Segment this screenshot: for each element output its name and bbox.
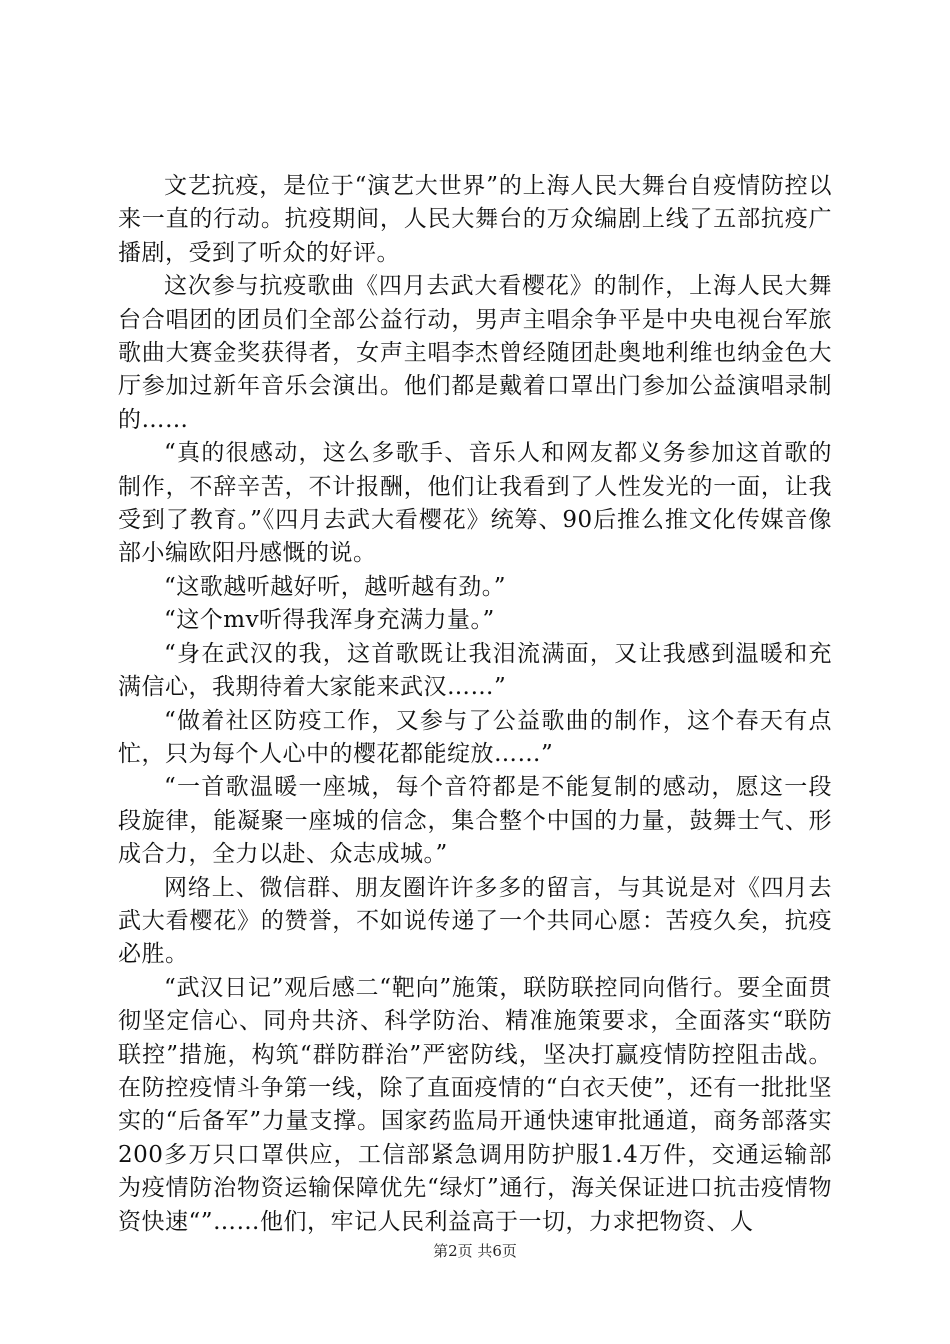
paragraph: “身在武汉的我，这首歌既让我泪流满面，又让我感到温暖和充满信心，我期待着大家能来武汉……” (118, 640, 832, 701)
paragraph: “一首歌温暖一座城，每个音符都是不能复制的感动，愿这一段段旋律，能凝聚一座城的信念，集合整个中国的力量，鼓舞士气、形成合力，全力以赴、众志成城。” (118, 774, 832, 868)
page-footer (0, 1240, 950, 1261)
paragraph: “武汉日记”观后感二“靶向”施策，联防联控同向偕行。要全面贯彻坚定信心、同舟共济、科学防治、精准施策要求，全面落实“联防联控”措施，构筑“群防群治”严密防线，坚决打赢疫情防控阻击战。在防控疫情斗争第一线，除了直面疫情的“白衣天使”，还有一批批坚实的“后备军”力量支撑。国家药监局开通快速审批通道，商务部落实200多万只口罩供应，工信部紧急调用防护服1.4万件，交通运输部为疫情防治物资运输保障优先“绿灯”通行，海关保证进口抗击疫情物资快速“”……他们，牢记人民利益高于一切，力求把物资、人 (118, 974, 832, 1235)
paragraph: “做着社区防疫工作，又参与了公益歌曲的制作，这个春天有点忙，只为每个人心中的樱花都能绽放……” (118, 707, 832, 767)
paragraph: “真的很感动，这么多歌手、音乐人和网友都义务参加这首歌的制作，不辞辛苦，不计报酬，他们让我看到了人性发光的一面，让我受到了教育。”《四月去武大看樱花》统筹、90后推么推文化传媒音像部小编欧阳丹感慨的说。 (118, 440, 832, 567)
page-number: 第2页 共6页 (433, 1242, 517, 1260)
paragraph: 文艺抗疫，是位于“演艺大世界”的上海人民大舞台自疫情防控以来一直的行动。抗疫期间，人民大舞台的万众编剧上线了五部抗疫广播剧，受到了听众的好评。 (118, 173, 832, 266)
paragraph: “这歌越听越好听，越听越有劲。” (164, 573, 507, 600)
document-body (118, 170, 832, 1239)
paragraph: “这个mv听得我浑身充满力量。” (164, 607, 495, 634)
paragraph: 这次参与抗疫歌曲《四月去武大看樱花》的制作，上海人民大舞台合唱团的团员们全部公益行动，男声主唱余争平是中央电视台军旅歌曲大赛金奖获得者，女声主唱李杰曾经随团赴奥地利维也纳金色大厅参加过新年音乐会演出。他们都是戴着口罩出门参加公益演唱录制的…… (118, 273, 832, 433)
paragraph: 网络上、微信群、朋友圈许许多多的留言，与其说是对《四月去武大看樱花》的赞誉，不如说传递了一个共同心愿：苦疫久矣，抗疫必胜。 (118, 874, 832, 968)
